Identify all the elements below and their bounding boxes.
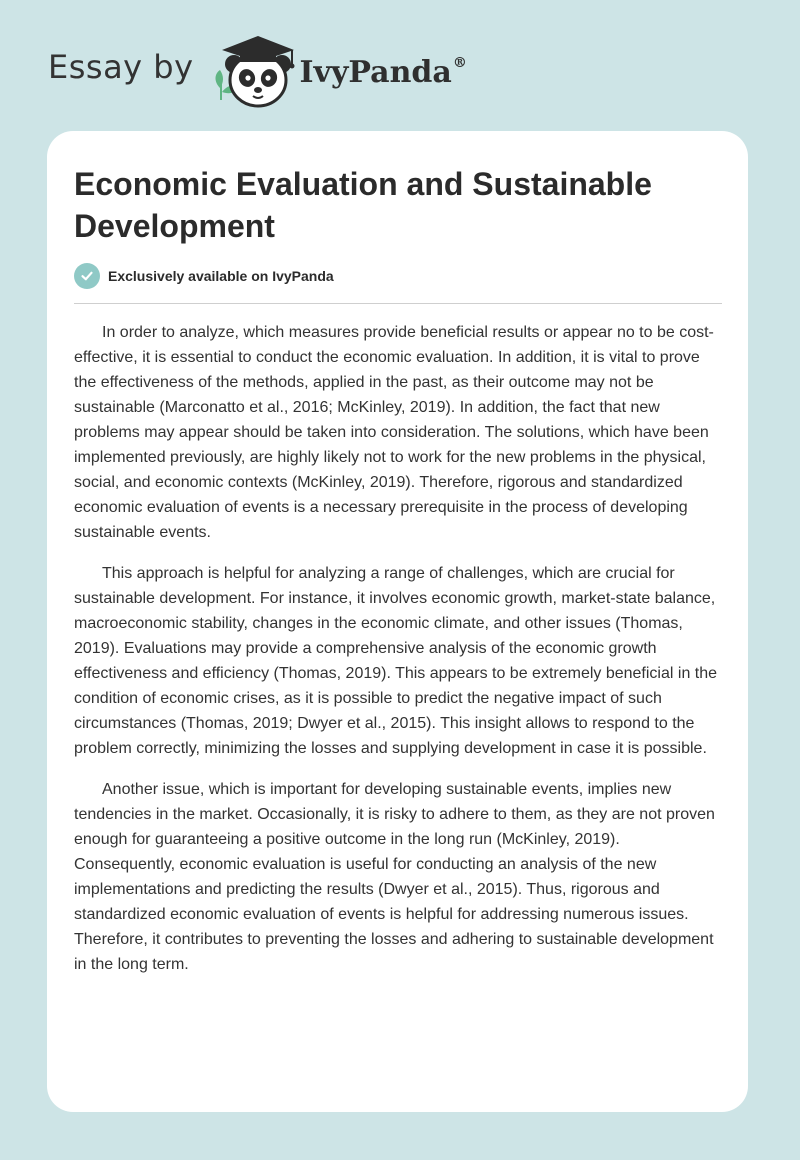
essay-card — [47, 131, 748, 1112]
exclusive-label: Exclusively available on IvyPanda — [108, 268, 334, 284]
paragraph: Another issue, which is important for developing sustainable events, implies new tendencies in the market. Occasionally, it is risky to adhere to them, as they are not proven enough for guaranteeing a positive outcome in the long run (McKinley, 2019). Consequently, economic evaluation is useful for conducting an analysis of the new implementations and predicting the results (Dwyer et al., 2015). Thus, rigorous and standardized economic evaluation of events is helpful for addressing numerous issues. Therefore, it contributes to preventing the losses and adhering to sustainable development in the long term. — [74, 781, 715, 973]
divider — [74, 303, 722, 304]
page-title: Economic Evaluation and Sustainable Development — [74, 166, 652, 244]
essay-by-label: Essay by — [48, 48, 194, 86]
panda-graduate-icon — [210, 30, 300, 110]
paragraph: In order to analyze, which measures provide beneficial results or appear no to be cost-effective, it is essential to conduct the economic evaluation. In addition, it is vital to prove the effectiveness of the methods, applied in the past, as their outcome may not be sustainable (Marconatto et al., 2016; McKinley, 2019). In addition, the fact that new problems may appear should be taken into consideration. The solutions, which have been implemented previously, are highly likely not to work for the new problems in the physical, social, and economic contexts (McKinley, 2019). Therefore, rigorous and standardized economic evaluation of events is a necessary prerequisite in the process of developing sustainable events. — [74, 324, 714, 541]
check-circle-icon — [74, 263, 100, 289]
paragraph: This approach is helpful for analyzing a range of challenges, which are crucial for sustainable development. For instance, it involves economic growth, market-state balance, macroeconomic stability, changes in the economic climate, and other issues (Thomas, 2019). Evaluations may provide a comprehensive analysis of the economic growth effectiveness and efficiency (Thomas, 2019). This appears to be extremely beneficial in the condition of economic crises, as it is possible to predict the negative impact of such circumstances (Thomas, 2019; Dwyer et al., 2015). This insight allows to respond to the problem correctly, minimizing the losses and supplying development in case it is possible. — [74, 565, 718, 757]
brand-name-text: IvyPanda — [299, 54, 452, 90]
brand-name — [300, 55, 467, 90]
registered-mark: ® — [452, 54, 467, 71]
brand-header — [48, 30, 467, 110]
essay-body — [74, 320, 724, 993]
exclusive-badge — [74, 263, 334, 289]
